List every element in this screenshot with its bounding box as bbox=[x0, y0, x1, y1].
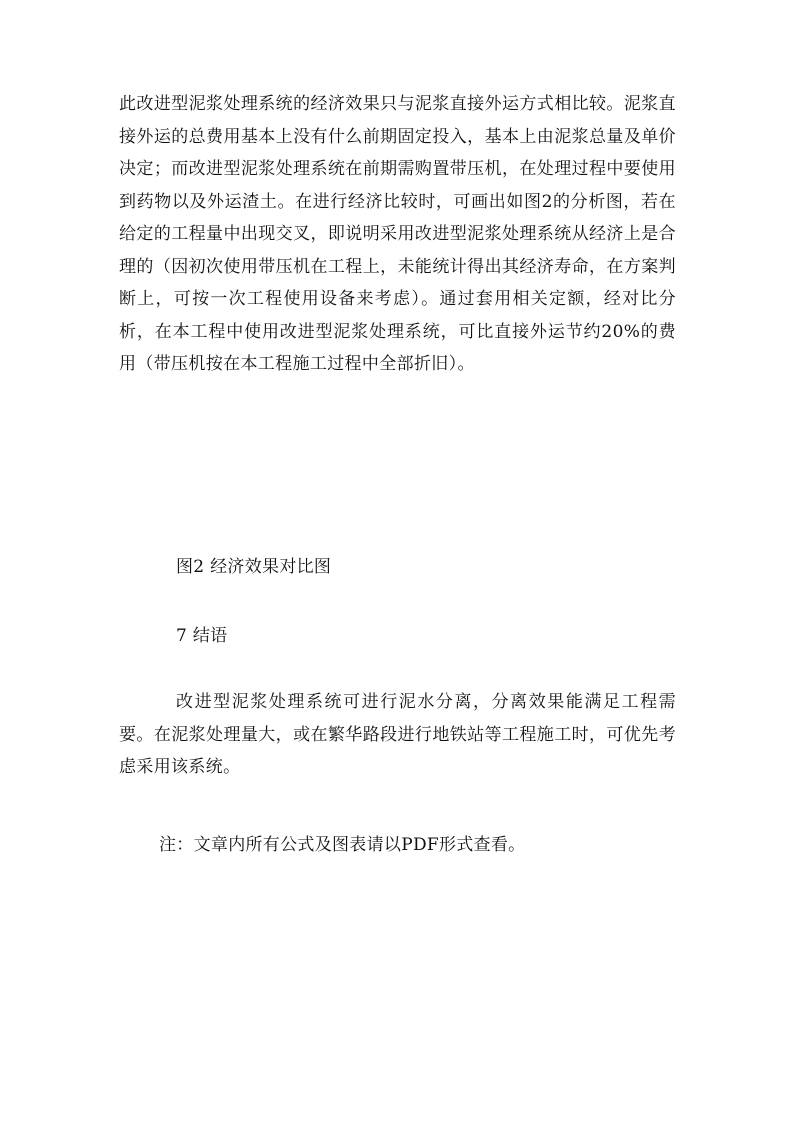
figure-caption: 图2 经济效果对比图 bbox=[176, 557, 332, 577]
pdf-note: 注：文章内所有公式及图表请以PDF形式查看。 bbox=[159, 835, 526, 855]
section-heading-conclusion: 7 结语 bbox=[176, 626, 228, 646]
body-paragraph-economic-comparison: 此改进型泥浆处理系统的经济效果只与泥浆直接外运方式相比较。泥浆直接外运的总费用基本上没有什么前期固定投入，基本上由泥浆总量及单价决定；而改进型泥浆处理系统在前期需购置带压机，在处理过程中要使用到药物以及外运渣土。在进行经济比较时，可画出如图2的分析图，若在给定的工程量中出现交叉，即说明采用改进型泥浆处理系统从经济上是合理的（因初次使用带压机在工程上，未能统计得出其经济寿命，在方案判断上，可按一次工程使用设备来考虑）。通过套用相关定额，经对比分析，在本工程中使用改进型泥浆处理系统，可比直接外运节约20%的费用（带压机按在本工程施工过程中全部折旧）。 bbox=[119, 94, 676, 374]
body-paragraph-conclusion: 改进型泥浆处理系统可进行泥水分离，分离效果能满足工程需要。在泥浆处理量大，或在繁华路段进行地铁站等工程施工时，可优先考虑采用该系统。 bbox=[119, 692, 676, 777]
